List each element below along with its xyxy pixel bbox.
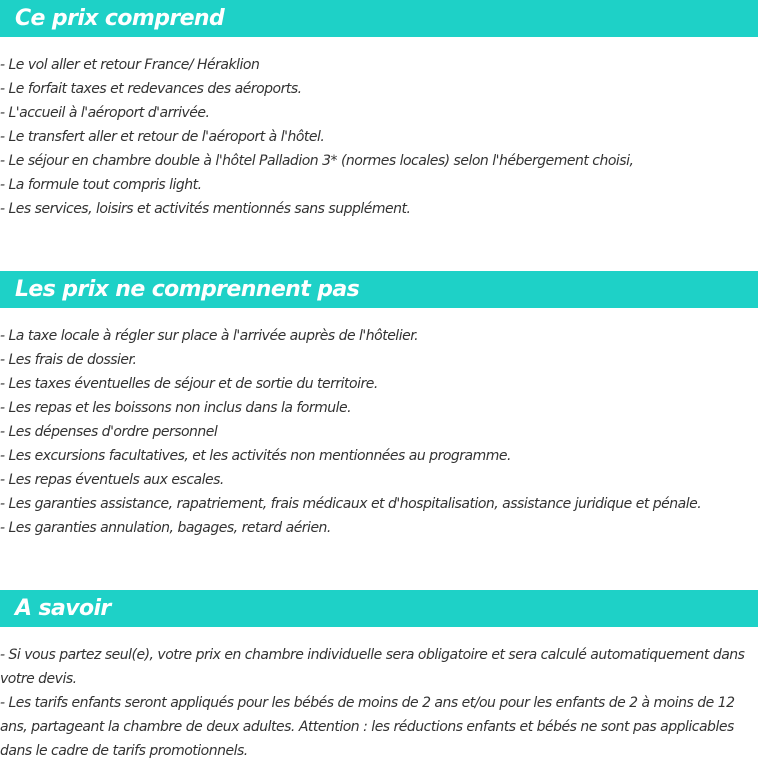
excluded-title: Les prix ne comprennent pas (15, 277, 360, 302)
excluded-header (0, 271, 758, 308)
info-paragraph: - Les tarifs enfants seront appliqués pour les bébés de moins de 2 ans et/ou pour les enfants de 2 à moins de 12 ans, partageant la chambre de deux adultes. Attention : les réductions enfants et bébés ne sont pas applicables dans le cadre de tarifs promotionnels. (0, 695, 735, 759)
info-paragraph: - Si vous partez seul(e), votre prix en chambre individuelle sera obligatoire et sera calculé automatiquement dans votre devis. (0, 647, 745, 687)
list-item: - Le vol aller et retour France/ Héraklion (0, 57, 260, 73)
info-header (0, 590, 758, 627)
list-item: - Les services, loisirs et activités mentionnés sans supplément. (0, 201, 411, 217)
excluded-list (0, 324, 758, 540)
info-section (0, 590, 758, 763)
included-section (0, 0, 758, 221)
list-item: - Les taxes éventuelles de séjour et de sortie du territoire. (0, 376, 378, 392)
list-item: - La taxe locale à régler sur place à l'arrivée auprès de l'hôtelier. (0, 328, 419, 344)
list-item: - Les garanties assistance, rapatriement, frais médicaux et d'hospitalisation, assistance juridique et pénale. (0, 496, 702, 512)
list-item: - Les excursions facultatives, et les activités non mentionnées au programme. (0, 448, 511, 464)
list-item: - Le séjour en chambre double à l'hôtel Palladion 3* (normes locales) selon l'hébergement choisi, (0, 153, 634, 169)
list-item: - Les dépenses d'ordre personnel (0, 424, 218, 440)
list-item: - Les garanties annulation, bagages, retard aérien. (0, 520, 331, 536)
included-header (0, 0, 758, 37)
list-item: - Les repas éventuels aux escales. (0, 472, 224, 488)
included-list (0, 53, 758, 221)
excluded-section (0, 271, 758, 540)
info-title: A savoir (15, 596, 111, 621)
list-item: - La formule tout compris light. (0, 177, 202, 193)
list-item: - Les frais de dossier. (0, 352, 137, 368)
list-item: - Le forfait taxes et redevances des aéroports. (0, 81, 302, 97)
list-item: - L'accueil à l'aéroport d'arrivée. (0, 105, 210, 121)
info-content (0, 643, 758, 763)
list-item: - Le transfert aller et retour de l'aéroport à l'hôtel. (0, 129, 325, 145)
list-item: - Les repas et les boissons non inclus dans la formule. (0, 400, 352, 416)
included-title: Ce prix comprend (15, 6, 225, 31)
